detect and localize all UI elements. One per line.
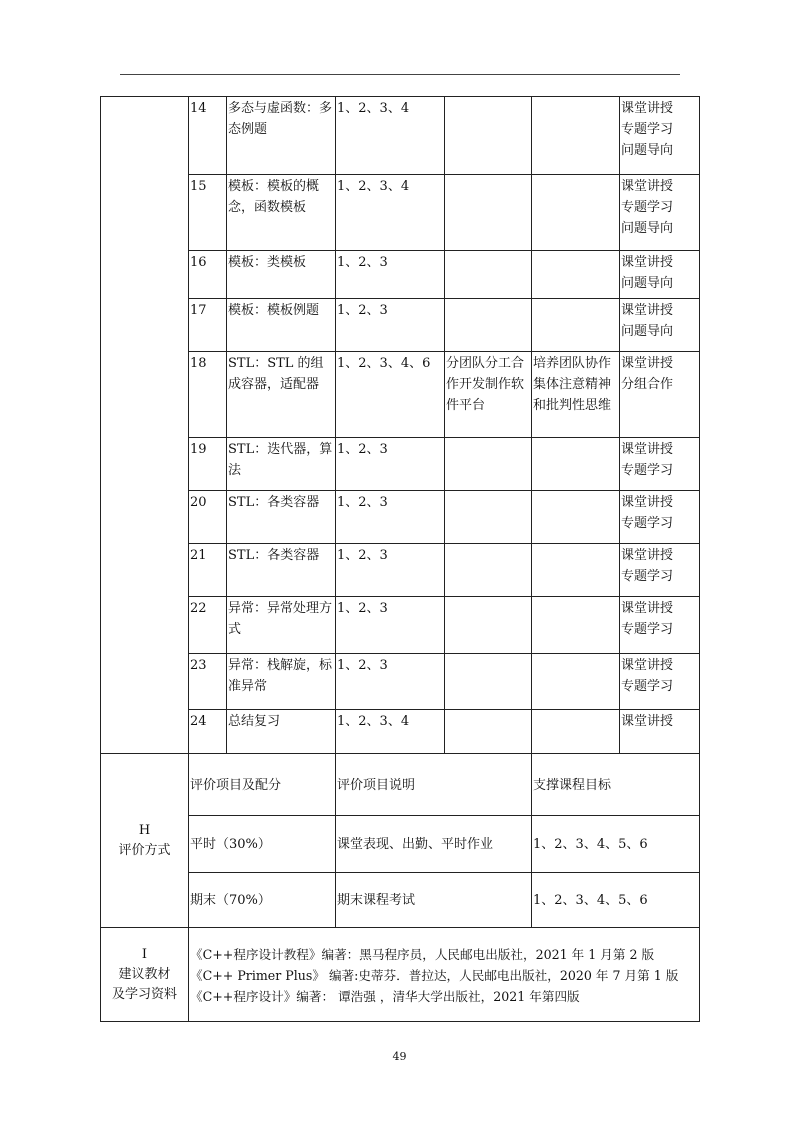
references-section-label	[101, 928, 189, 1022]
lesson-goals	[532, 299, 620, 352]
schedule-row	[101, 544, 700, 597]
lesson-objectives: 1、2、3	[336, 597, 445, 654]
method-item: 问题导向	[621, 143, 674, 158]
lesson-objectives: 1、2、3	[336, 438, 445, 491]
method-item: 课堂讲授	[621, 255, 674, 270]
lesson-topic: STL：迭代器，算法	[227, 438, 336, 491]
reference-item: 《C++ Primer Plus》 编著:史蒂芬．普拉达，人民邮电出版社，2020 年 7 月第 1 版	[190, 967, 679, 983]
method-item: 专题学习	[621, 622, 674, 637]
evaluation-item: 平时（30%）	[189, 816, 336, 873]
lesson-objectives: 1、2、3	[336, 299, 445, 352]
lesson-goals	[532, 710, 620, 754]
lesson-methods	[620, 299, 700, 352]
method-item: 问题导向	[621, 324, 674, 339]
schedule-row	[101, 251, 700, 299]
lesson-number: 23	[189, 654, 227, 710]
method-item: 课堂讲授	[621, 658, 674, 673]
lesson-ideology: 分团队分工合作开发制作软件平台	[445, 352, 532, 438]
method-item: 专题学习	[621, 679, 674, 694]
schedule-row	[101, 654, 700, 710]
lesson-goals	[532, 544, 620, 597]
reference-item: 《C++程序设计》编著： 谭浩强 ，清华大学出版社，2021 年第四版	[190, 988, 580, 1004]
evaluation-item: 期末（70%）	[189, 873, 336, 928]
method-item: 专题学习	[621, 569, 674, 584]
lesson-topic: 异常：栈解旋，标准异常	[227, 654, 336, 710]
section-letter: H	[138, 823, 151, 838]
lesson-ideology	[445, 654, 532, 710]
lesson-objectives: 1、2、3、4	[336, 710, 445, 754]
lesson-goals: 培养团队协作集体注意精神和批判性思维	[532, 352, 620, 438]
evaluation-row	[101, 816, 700, 873]
lesson-number: 14	[189, 97, 227, 175]
evaluation-section-label	[101, 754, 189, 928]
lesson-ideology	[445, 299, 532, 352]
lesson-ideology	[445, 438, 532, 491]
method-item: 课堂讲授	[621, 601, 674, 616]
evaluation-desc: 期末课程考试	[336, 873, 532, 928]
lesson-goals	[532, 654, 620, 710]
method-item: 问题导向	[621, 276, 674, 291]
method-item: 课堂讲授	[621, 714, 674, 729]
schedule-row	[101, 175, 700, 251]
lesson-methods	[620, 597, 700, 654]
lesson-topic: 总结复习	[227, 710, 336, 754]
lesson-objectives: 1、2、3、4	[336, 97, 445, 175]
lesson-methods	[620, 438, 700, 491]
lesson-methods	[620, 97, 700, 175]
method-item: 课堂讲授	[621, 356, 674, 371]
lesson-number: 17	[189, 299, 227, 352]
method-item: 课堂讲授	[621, 179, 674, 194]
lesson-objectives: 1、2、3、4、6	[336, 352, 445, 438]
method-item: 专题学习	[621, 122, 674, 137]
evaluation-header-item: 评价项目及配分	[189, 754, 336, 816]
method-item: 课堂讲授	[621, 442, 674, 457]
lesson-ideology	[445, 544, 532, 597]
evaluation-desc: 课堂表现、出勤、平时作业	[336, 816, 532, 873]
lesson-topic: 模板：模板的概念，函数模板	[227, 175, 336, 251]
lesson-ideology	[445, 175, 532, 251]
method-item: 问题导向	[621, 221, 674, 236]
lesson-number: 19	[189, 438, 227, 491]
schedule-row	[101, 97, 700, 175]
lesson-ideology	[445, 491, 532, 544]
schedule-row	[101, 491, 700, 544]
method-item: 专题学习	[621, 200, 674, 215]
references-list	[189, 928, 700, 1022]
schedule-row	[101, 597, 700, 654]
lesson-objectives: 1、2、3	[336, 251, 445, 299]
section-title: 评价方式	[118, 843, 171, 858]
course-schedule-table	[100, 96, 700, 1022]
lesson-objectives: 1、2、3	[336, 491, 445, 544]
schedule-row	[101, 438, 700, 491]
method-item: 分组合作	[621, 377, 674, 392]
method-item: 课堂讲授	[621, 303, 674, 318]
lesson-goals	[532, 251, 620, 299]
lesson-methods	[620, 352, 700, 438]
lesson-goals	[532, 97, 620, 175]
lesson-objectives: 1、2、3	[336, 654, 445, 710]
lesson-number: 22	[189, 597, 227, 654]
lesson-methods	[620, 175, 700, 251]
lesson-topic: STL：STL 的组成容器，适配器	[227, 352, 336, 438]
lesson-number: 15	[189, 175, 227, 251]
lesson-number: 24	[189, 710, 227, 754]
lesson-goals	[532, 175, 620, 251]
lesson-number: 21	[189, 544, 227, 597]
lesson-ideology	[445, 251, 532, 299]
evaluation-header-row	[101, 754, 700, 816]
lesson-ideology	[445, 97, 532, 175]
method-item: 课堂讲授	[621, 101, 674, 116]
evaluation-row	[101, 873, 700, 928]
header-rule	[120, 74, 680, 75]
lesson-topic: STL：各类容器	[227, 491, 336, 544]
lesson-objectives: 1、2、3、4	[336, 175, 445, 251]
page-number: 49	[392, 1050, 407, 1063]
evaluation-goals: 1、2、3、4、5、6	[532, 816, 700, 873]
section-letter: I	[141, 947, 148, 962]
schedule-row	[101, 299, 700, 352]
section-title: 建议教材	[118, 967, 171, 982]
lesson-ideology	[445, 597, 532, 654]
lesson-methods	[620, 251, 700, 299]
method-item: 课堂讲授	[621, 548, 674, 563]
section-title: 及学习资料	[111, 987, 177, 1002]
method-item: 专题学习	[621, 463, 674, 478]
evaluation-header-goals: 支撑课程目标	[532, 754, 700, 816]
method-item: 课堂讲授	[621, 495, 674, 510]
lesson-topic: STL：各类容器	[227, 544, 336, 597]
lesson-topic: 异常：异常处理方式	[227, 597, 336, 654]
lesson-topic: 模板：模板例题	[227, 299, 336, 352]
lesson-methods	[620, 710, 700, 754]
lesson-methods	[620, 654, 700, 710]
schedule-row	[101, 352, 700, 438]
section-left-cell	[101, 97, 189, 754]
lesson-topic: 多态与虚函数：多态例题	[227, 97, 336, 175]
lesson-objectives: 1、2、3	[336, 544, 445, 597]
lesson-number: 20	[189, 491, 227, 544]
lesson-number: 16	[189, 251, 227, 299]
schedule-row	[101, 710, 700, 754]
reference-item: 《C++程序设计教程》编著：黑马程序员，人民邮电出版社，2021 年 1 月第 2 版	[190, 946, 655, 962]
lesson-methods	[620, 491, 700, 544]
lesson-goals	[532, 597, 620, 654]
evaluation-goals: 1、2、3、4、5、6	[532, 873, 700, 928]
lesson-goals	[532, 491, 620, 544]
method-item: 专题学习	[621, 516, 674, 531]
lesson-methods	[620, 544, 700, 597]
lesson-number: 18	[189, 352, 227, 438]
lesson-ideology	[445, 710, 532, 754]
evaluation-header-desc: 评价项目说明	[336, 754, 532, 816]
lesson-goals	[532, 438, 620, 491]
lesson-topic: 模板：类模板	[227, 251, 336, 299]
references-row	[101, 928, 700, 1022]
